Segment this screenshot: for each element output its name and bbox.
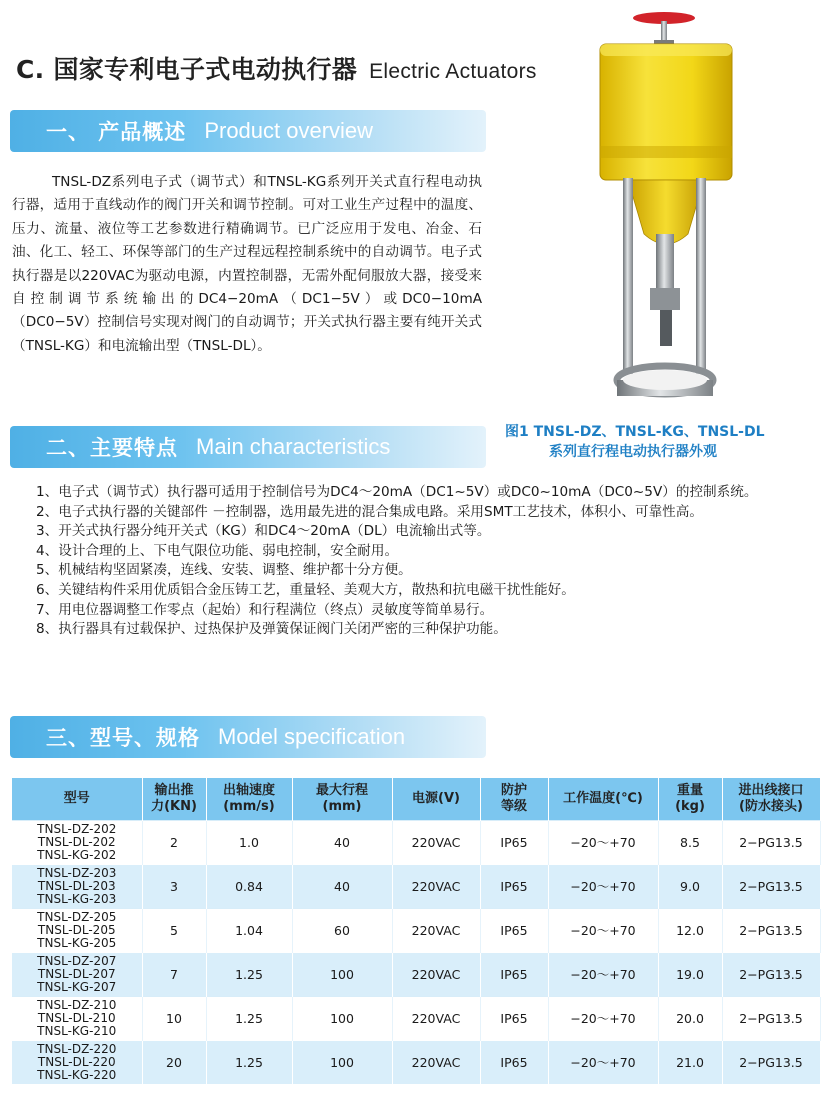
header-power: 电源(V) [392, 778, 480, 821]
table-header-row [12, 778, 820, 821]
cell-power: 220VAC [392, 953, 480, 997]
cell-weight: 9.0 [658, 865, 722, 909]
caption-line-2: 系列直行程电动执行器外观 [549, 444, 717, 460]
cell-weight: 19.0 [658, 953, 722, 997]
cell-weight: 12.0 [658, 909, 722, 953]
table-row [12, 865, 820, 909]
header-weight: 重量 (kg) [658, 778, 722, 821]
cell-weight: 21.0 [658, 1041, 722, 1085]
section-title-zh: 三、型号、规格 [46, 726, 200, 750]
cell-port: 2−PG13.5 [722, 997, 820, 1041]
table-row [12, 953, 820, 997]
cell-force: 20 [142, 1041, 206, 1085]
table-row [12, 909, 820, 953]
cell-model: TNSL-DZ-220 TNSL-DL-220 TNSL-KG-220 [12, 1041, 142, 1085]
cell-protection: IP65 [480, 997, 548, 1041]
cell-power: 220VAC [392, 1041, 480, 1085]
cell-temperature: −20～+70 [548, 1041, 658, 1085]
cell-port: 2−PG13.5 [722, 953, 820, 997]
cell-stroke: 100 [292, 1041, 392, 1085]
cell-port: 2−PG13.5 [722, 1041, 820, 1085]
cell-protection: IP65 [480, 953, 548, 997]
cell-power: 220VAC [392, 865, 480, 909]
cell-temperature: −20～+70 [548, 821, 658, 865]
cell-protection: IP65 [480, 821, 548, 865]
section-header-overview [10, 110, 486, 152]
section-title-en: Model specification [218, 724, 406, 749]
cell-temperature: −20～+70 [548, 865, 658, 909]
cell-weight: 8.5 [658, 821, 722, 865]
header-port: 进出线接口 (防水接头) [722, 778, 820, 821]
header-temperature: 工作温度(℃) [548, 778, 658, 821]
cell-speed: 1.04 [206, 909, 292, 953]
overview-text: TNSL-DZ系列电子式（调节式）和TNSL-KG系列开关式直行程电动执行器，适用于直线动作的阀门开关和调节控制。可对工业生产过程中的温度、压力、流量、液位等工艺参数进行精确调节。已广泛应用于发电、冶金、石油、化工、轻工、环保等部门的生产过程远程控制系统中的自动调节。电子式执行器是以220VAC为驱动电源，内置控制器，无需外配伺服放大器，接受来自控制调节系统输出的DC4−20mA（DC1−5V）或DC0−10mA（DC0−5V）控制信号实现对阀门的自动调节；开关式执行器主要有纯开关式（TNSL-KG）和电流输出型（TNSL-DL）。 [12, 174, 482, 354]
cell-port: 2−PG13.5 [722, 909, 820, 953]
cell-protection: IP65 [480, 1041, 548, 1085]
feature-item: 5、机械结构坚固紧凑，连线、安装、调整、维护都十分方便。 [36, 562, 412, 579]
cell-force: 5 [142, 909, 206, 953]
page-title [16, 50, 537, 86]
cell-force: 10 [142, 997, 206, 1041]
cell-speed: 1.25 [206, 953, 292, 997]
cell-port: 2−PG13.5 [722, 865, 820, 909]
cell-stroke: 40 [292, 821, 392, 865]
cell-temperature: −20～+70 [548, 953, 658, 997]
cell-power: 220VAC [392, 997, 480, 1041]
cell-speed: 1.0 [206, 821, 292, 865]
feature-item: 3、开关式执行器分纯开关式（KG）和DC4～20mA（DL）电流输出式等。 [36, 523, 491, 540]
section-header-spec [10, 716, 486, 758]
section-title-zh: 二、主要特点 [46, 436, 178, 460]
section-header-features [10, 426, 486, 468]
feature-item: 8、执行器具有过载保护、过热保护及弹簧保证阀门关闭严密的三种保护功能。 [36, 621, 507, 638]
feature-list [12, 483, 818, 640]
overview-paragraph [12, 171, 482, 358]
header-stroke: 最大行程 (mm) [292, 778, 392, 821]
section-title-en: Product overview [204, 118, 374, 143]
feature-item: 4、设计合理的上、下电气限位功能、弱电控制，安全耐用。 [36, 542, 399, 559]
cell-stroke: 60 [292, 909, 392, 953]
cell-weight: 20.0 [658, 997, 722, 1041]
title-en: Electric Actuators [369, 60, 537, 83]
cell-stroke: 40 [292, 865, 392, 909]
cell-model: TNSL-DZ-202 TNSL-DL-202 TNSL-KG-202 [12, 821, 142, 865]
cell-stroke: 100 [292, 997, 392, 1041]
header-force: 输出推 力(KN) [142, 778, 206, 821]
table-row [12, 821, 820, 865]
cell-protection: IP65 [480, 865, 548, 909]
caption-line-1: 图1 TNSL-DZ、TNSL-KG、TNSL-DL [505, 424, 765, 440]
header-speed: 出轴速度 (mm/s) [206, 778, 292, 821]
feature-item: 7、用电位器调整工作零点（起始）和行程满位（终点）灵敏度等简单易行。 [36, 601, 494, 618]
table-row [12, 997, 820, 1041]
cell-speed: 1.25 [206, 1041, 292, 1085]
cell-stroke: 100 [292, 953, 392, 997]
cell-temperature: −20～+70 [548, 997, 658, 1041]
feature-item: 1、电子式（调节式）执行器可适用于控制信号为DC4～20mA（DC1~5V）或DC0~10mA（DC0~5V）的控制系统。 [36, 484, 758, 500]
cell-force: 2 [142, 821, 206, 865]
table-row [12, 1041, 820, 1085]
header-model: 型号 [12, 778, 142, 821]
cell-port: 2−PG13.5 [722, 821, 820, 865]
cell-model: TNSL-DZ-205 TNSL-DL-205 TNSL-KG-205 [12, 909, 142, 953]
cell-force: 7 [142, 953, 206, 997]
title-zh: C. 国家专利电子式电动执行器 [16, 55, 358, 84]
feature-item: 2、电子式执行器的关键部件 －控制器，选用最先进的混合集成电路。采用SMT工艺技术，体积小、可靠性高。 [36, 503, 703, 520]
section-title-zh: 一、 产品概述 [46, 120, 187, 144]
cell-model: TNSL-DZ-210 TNSL-DL-210 TNSL-KG-210 [12, 997, 142, 1041]
product-photo [598, 8, 743, 408]
cell-protection: IP65 [480, 909, 548, 953]
section-title-en: Main characteristics [196, 434, 391, 459]
cell-model: TNSL-DZ-207 TNSL-DL-207 TNSL-KG-207 [12, 953, 142, 997]
cell-speed: 0.84 [206, 865, 292, 909]
cell-power: 220VAC [392, 909, 480, 953]
header-protection: 防护 等级 [480, 778, 548, 821]
cell-power: 220VAC [392, 821, 480, 865]
cell-model: TNSL-DZ-203 TNSL-DL-203 TNSL-KG-203 [12, 865, 142, 909]
cell-force: 3 [142, 865, 206, 909]
feature-item: 6、关键结构件采用优质铝合金压铸工艺，重量轻、美观大方，散热和抗电磁干扰性能好。 [36, 581, 575, 598]
figure-caption [505, 422, 825, 462]
actuator-illustration [598, 8, 743, 408]
cell-temperature: −20～+70 [548, 909, 658, 953]
spec-table [12, 778, 821, 1084]
cell-speed: 1.25 [206, 997, 292, 1041]
